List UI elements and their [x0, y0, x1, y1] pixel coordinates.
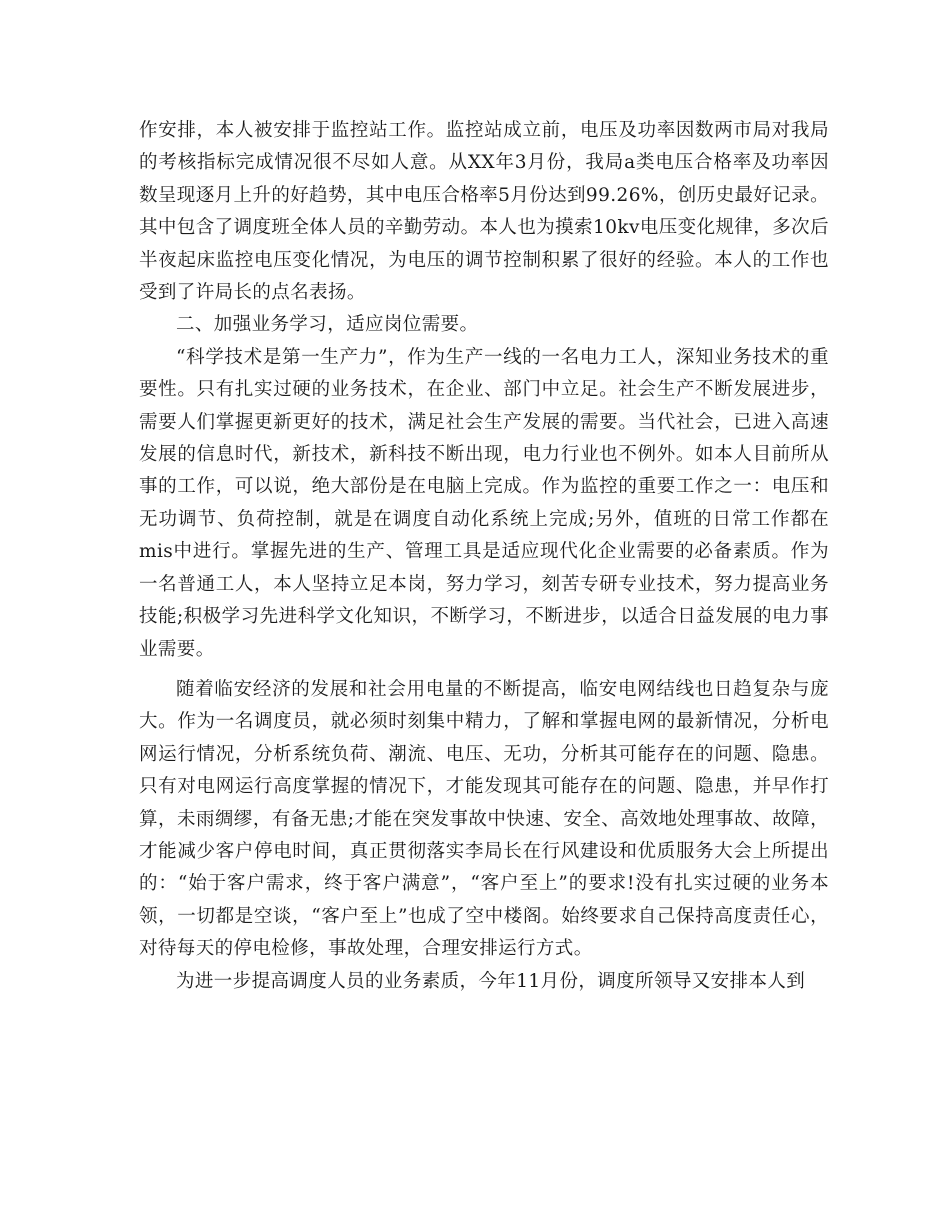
paragraph-grid-analysis: 随着临安经济的发展和社会用电量的不断提高，临安电网结线也日趋复杂与庞大。作为一名调度员，就必须时刻集中精力，了解和掌握电网的最新情况，分析电网运行情况，分析系统负荷、潮流、电压、无功，分析其可能存在的问题、隐患。只有对电网运行高度掌握的情况下，才能发现其可能存在的问题、隐患，并早作打算，未雨绸缪，有备无患;才能在突发事故中快速、安全、高效地处理事故、故障，才能减少客户停电时间，真正贯彻落实李局长在行风建设和优质服务大会上所提出的：“始于客户需求，终于客户满意”，“客户至上”的要求!没有扎实过硬的业务本领，一切都是空谈，“客户至上”也成了空中楼阁。始终要求自己保持高度责任心，对待每天的停电检修，事故处理，合理安排运行方式。 [139, 678, 829, 960]
paragraph-training: 为进一步提高调度人员的业务素质，今年11月份，调度所领导又安排本人到 [176, 970, 806, 992]
paragraph-continued: 作安排，本人被安排于监控站工作。监控站成立前，电压及功率因数两市局对我局的考核指标完成情况很不尽如人意。从XX年3月份，我局a类电压合格率及功率因数呈现逐月上升的好趋势，其中电压合格率5月份达到99.26%，创历史最好记录。其中包含了调度班全体人员的辛勤劳动。本人也为摸索10kv电压变化规律，多次后半夜起床监控电压变化情况，为电压的调节控制积累了很好的经验。本人的工作也受到了许局长的点名表扬。 [139, 120, 829, 304]
document-body [139, 115, 829, 998]
paragraph-tech-study: “科学技术是第一生产力”，作为生产一线的一名电力工人，深知业务技术的重要性。只有扎实过硬的业务技术，在企业、部门中立足。社会生产不断发展进步，需要人们掌握更新更好的技术，满足社会生产发展的需要。当代社会，已进入高速发展的信息时代，新技术，新科技不断出现，电力行业也不例外。如本人目前所从事的工作，可以说，绝大部份是在电脑上完成。作为监控的重要工作之一：电压和无功调节、负荷控制，就是在调度自动化系统上完成;另外，值班的日常工作都在mis中进行。掌握先进的生产、管理工具是适应现代化企业需要的必备素质。作为一名普通工人，本人坚持立足本岗，努力学习，刻苦专研专业技术，努力提高业务技能;积极学习先进科学文化知识，不断学习，不断进步，以适合日益发展的电力事业需要。 [139, 346, 829, 660]
section-heading: 二、加强业务学习，适应岗位需要。 [176, 314, 479, 336]
